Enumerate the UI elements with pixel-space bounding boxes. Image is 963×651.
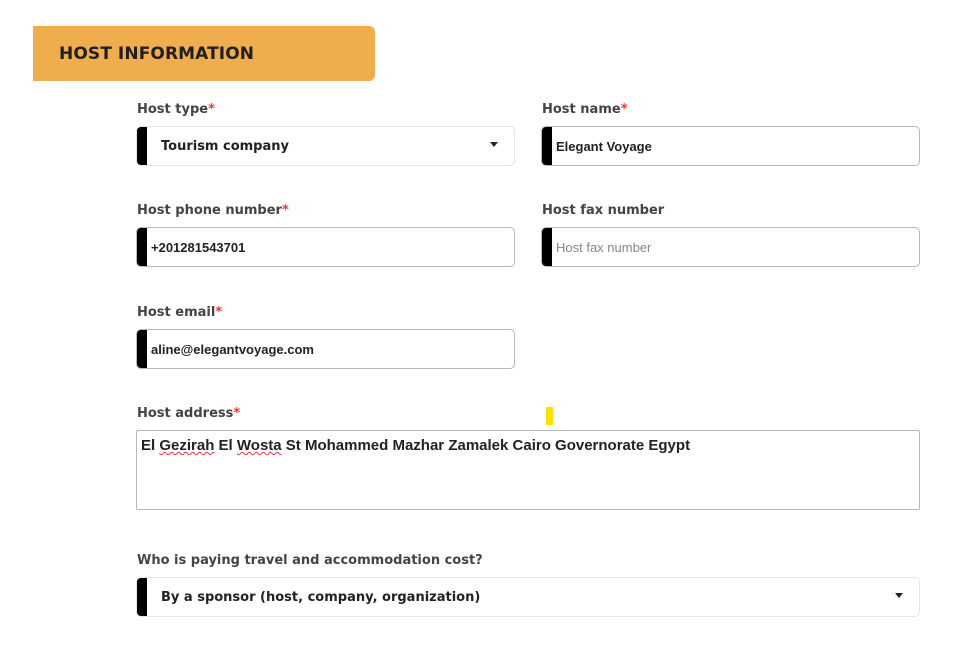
section-header: [33, 26, 375, 81]
host-email-label: Host email*: [137, 305, 223, 320]
payer-select[interactable]: [136, 577, 920, 617]
payer-label: Who is paying travel and accommodation cost?: [137, 553, 483, 568]
host-email-field: [136, 329, 515, 369]
host-phone-label: Host phone number*: [137, 203, 289, 218]
payer-value: By a sponsor (host, company, organization): [161, 589, 481, 605]
text-cursor-marker: [546, 407, 553, 425]
host-type-label: Host type*: [137, 102, 215, 117]
host-name-input[interactable]: [556, 127, 913, 165]
host-address-label: Host address*: [137, 406, 241, 421]
section-title: HOST INFORMATION: [59, 43, 255, 64]
host-address-textarea[interactable]: El Gezirah El Wosta St Mohammed Mazhar Zamalek Cairo Governorate Egypt: [136, 430, 920, 510]
host-fax-field: [541, 227, 920, 267]
host-type-select[interactable]: [136, 126, 515, 166]
host-type-value: Tourism company: [161, 138, 289, 154]
host-email-input[interactable]: [151, 330, 508, 368]
host-fax-input[interactable]: [556, 228, 913, 266]
chevron-down-icon: [895, 593, 903, 598]
host-name-label: Host name*: [542, 102, 628, 117]
host-phone-input[interactable]: [151, 228, 508, 266]
host-name-field: [541, 126, 920, 166]
host-fax-label: Host fax number: [542, 203, 665, 218]
host-phone-field: [136, 227, 515, 267]
chevron-down-icon: [490, 142, 498, 147]
